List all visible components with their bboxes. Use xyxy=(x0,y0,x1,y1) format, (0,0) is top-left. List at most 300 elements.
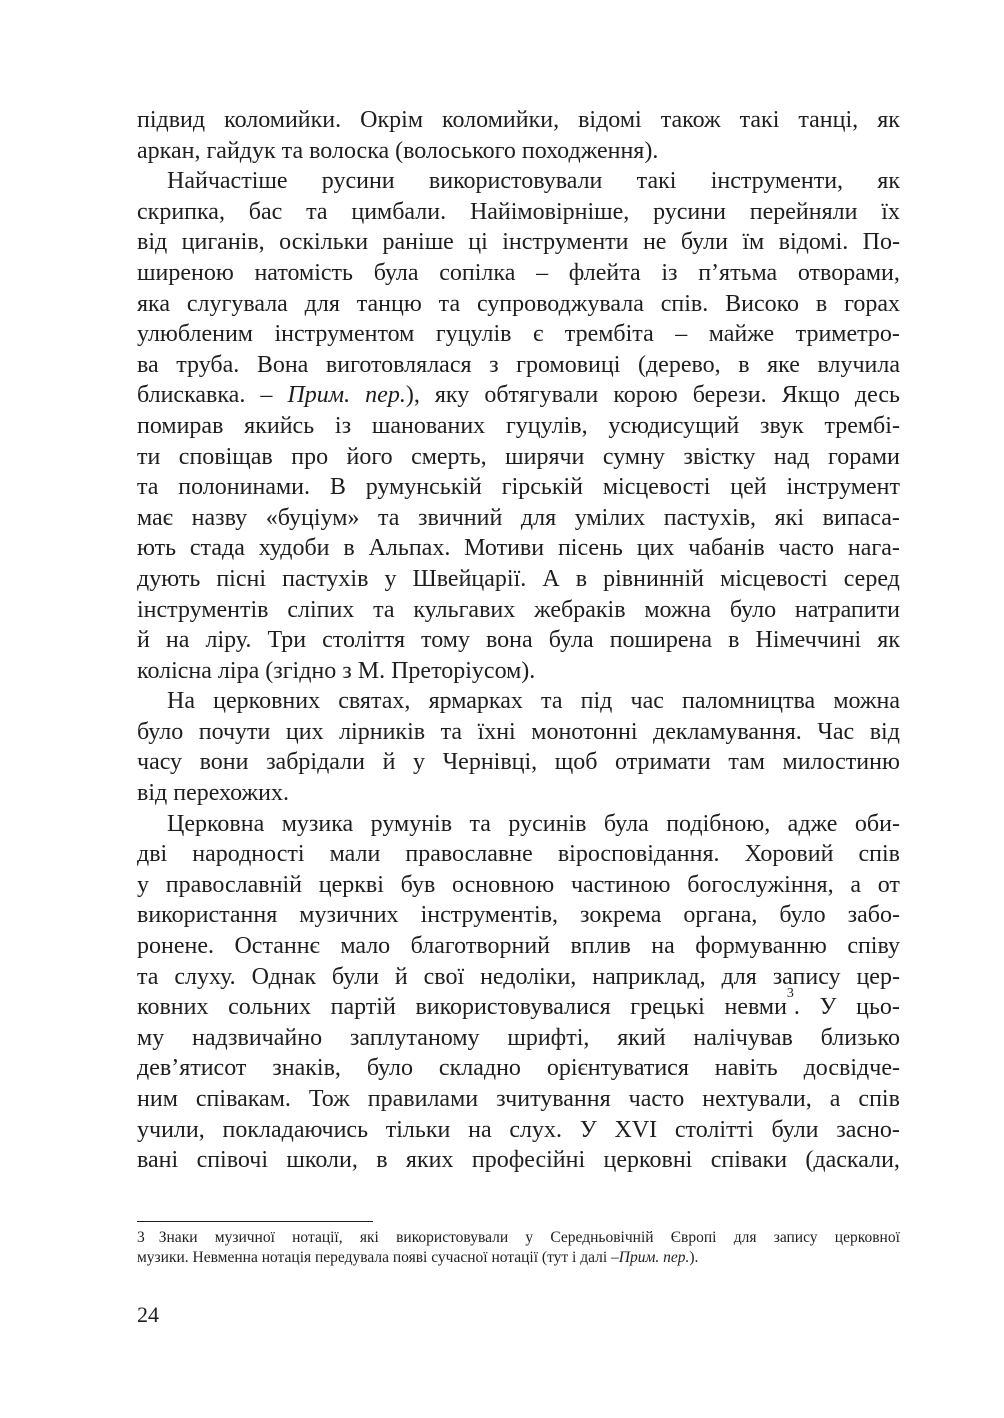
word: основною xyxy=(452,871,555,898)
text-line xyxy=(137,1023,900,1054)
word: випаса- xyxy=(822,504,900,531)
word: над xyxy=(773,443,810,470)
word: для xyxy=(733,1229,757,1246)
word: ширеною xyxy=(137,259,234,286)
word: цей xyxy=(730,474,767,501)
word: часто xyxy=(778,535,835,562)
word: раніше xyxy=(382,229,454,256)
word: як xyxy=(877,107,900,133)
word: цих xyxy=(636,535,675,562)
word: в xyxy=(343,535,355,562)
word: церкві xyxy=(318,871,384,898)
word: от xyxy=(877,871,900,898)
word: виготовлялася xyxy=(325,351,472,378)
word: флейта xyxy=(568,259,641,286)
word: гуцулів, xyxy=(505,412,588,439)
word: спів xyxy=(858,841,900,868)
word: а xyxy=(829,1086,841,1112)
word: та xyxy=(281,137,304,164)
word: жебраків xyxy=(534,596,626,623)
word: музика xyxy=(281,810,354,837)
word: натомість xyxy=(254,259,353,286)
word: був xyxy=(400,871,436,898)
word: невми$^3$. xyxy=(724,986,800,1021)
word: з xyxy=(342,657,352,684)
word: зокрема xyxy=(580,902,662,929)
text-line xyxy=(137,105,900,136)
word: Хоровий xyxy=(744,841,834,868)
word: сліпих xyxy=(287,596,355,623)
text-line xyxy=(137,258,900,289)
text-line xyxy=(137,839,900,870)
word: спів xyxy=(858,1086,900,1112)
word: музичних xyxy=(299,902,399,929)
word: (волоського xyxy=(395,137,516,164)
footnote xyxy=(137,1228,900,1268)
word: музичної xyxy=(214,1229,275,1246)
word: трембі- xyxy=(824,412,900,439)
word: була xyxy=(373,259,419,286)
word: в xyxy=(738,351,750,378)
word: стада xyxy=(189,535,245,562)
word: частиною xyxy=(570,871,671,898)
footnote-line2-pre: музики. Невменна нотація передувала появі сучасної нотації (тут і далі – xyxy=(137,1249,619,1266)
text-line xyxy=(137,1084,900,1115)
word: не xyxy=(642,229,667,256)
word: близько xyxy=(820,1024,900,1051)
word: ширячи xyxy=(505,443,585,470)
word: нотації, xyxy=(292,1229,343,1246)
word: – xyxy=(675,321,688,348)
word: часу xyxy=(137,749,183,776)
word: яких xyxy=(405,1147,454,1174)
word: яку xyxy=(434,382,470,409)
word: дев’ятисот xyxy=(137,1055,247,1082)
word: Якщо xyxy=(781,382,840,409)
word: назву xyxy=(191,504,248,531)
word: та xyxy=(137,474,159,501)
word: час xyxy=(630,688,664,715)
word: гайдук xyxy=(206,137,276,164)
word: як xyxy=(877,168,900,195)
word: ліра xyxy=(217,657,260,684)
word: (згідно xyxy=(265,657,337,684)
word: й xyxy=(137,627,150,654)
word: інструменти, xyxy=(710,168,844,195)
word: Преторіусом). xyxy=(391,657,536,684)
word: ярмарках xyxy=(428,688,523,715)
word: від xyxy=(137,780,168,807)
word: століття xyxy=(322,627,405,654)
word: учили, xyxy=(137,1116,205,1143)
word: має xyxy=(137,504,173,531)
word: ти xyxy=(137,443,161,470)
word: (даскали, xyxy=(805,1147,900,1174)
word: цих xyxy=(285,718,324,745)
word: аркан, xyxy=(137,137,201,164)
text-line xyxy=(137,472,900,503)
word: такі xyxy=(636,168,677,195)
word: чабанів xyxy=(688,535,765,562)
word: ють xyxy=(137,535,177,562)
word: благотворний xyxy=(410,933,550,960)
word: церковні xyxy=(603,1147,693,1174)
text-line xyxy=(137,1053,900,1084)
word: часто xyxy=(628,1086,685,1112)
word: Швейцарії. xyxy=(412,565,527,592)
word: також xyxy=(660,107,721,133)
word: засно- xyxy=(836,1116,900,1143)
word: їхні xyxy=(477,718,516,745)
word: Найчастіше xyxy=(167,168,288,195)
word: яке xyxy=(767,351,800,378)
text-line xyxy=(137,442,900,473)
word: шанованих xyxy=(371,412,486,439)
word: церковних xyxy=(213,688,321,715)
word: ронене. xyxy=(137,933,214,960)
word: для xyxy=(520,504,557,531)
word: Високо xyxy=(725,290,800,317)
word: звичний xyxy=(418,504,503,531)
word: скрипка, xyxy=(137,198,225,225)
word: танці, xyxy=(798,107,859,133)
word: запису xyxy=(772,963,841,990)
word: співаки xyxy=(710,1147,788,1174)
page-number: 24 xyxy=(137,1302,159,1327)
word: серед xyxy=(843,565,900,592)
word: умілих xyxy=(574,504,646,531)
word: ліру. xyxy=(205,627,252,654)
text-line xyxy=(137,962,900,993)
word: волоска xyxy=(309,137,390,164)
word: русинів xyxy=(508,810,587,837)
text-line xyxy=(137,350,900,381)
word: там xyxy=(728,749,765,776)
word: партій xyxy=(330,994,396,1021)
word: було xyxy=(366,1055,414,1082)
word: блискавка. xyxy=(137,382,246,409)
word: співакам. xyxy=(195,1086,291,1112)
word: горами xyxy=(827,443,900,470)
word: На xyxy=(167,688,195,715)
word: отримати xyxy=(615,749,711,776)
word: заплутаному xyxy=(349,1024,480,1051)
body-text xyxy=(137,105,900,1176)
word: шрифті, xyxy=(507,1024,590,1051)
word: коломийки, xyxy=(442,107,560,133)
word: школи, xyxy=(286,1147,358,1174)
word: та xyxy=(373,596,395,623)
word: інструменти xyxy=(502,229,629,256)
word: XVI xyxy=(614,1116,658,1143)
word: сумну xyxy=(602,443,665,470)
word: у xyxy=(525,1229,534,1246)
word: поширена xyxy=(609,627,713,654)
word: декламування. xyxy=(653,718,802,745)
word: та xyxy=(438,290,461,317)
word: який xyxy=(617,1024,666,1051)
word: гуцулів xyxy=(435,321,512,348)
word: усюдисущий xyxy=(608,412,740,439)
word: які xyxy=(359,1229,379,1246)
word: й xyxy=(382,749,396,776)
word: у xyxy=(412,749,425,776)
word: натрапити xyxy=(794,596,900,623)
word: пер.), xyxy=(365,382,420,409)
footnote-number: 3 xyxy=(137,1229,145,1246)
word: перехожих. xyxy=(173,780,289,807)
word: десь xyxy=(854,382,900,409)
word: помирав xyxy=(137,412,224,439)
word: інструментом xyxy=(274,321,415,348)
word: та xyxy=(378,504,400,531)
word: Альпах. xyxy=(368,535,451,562)
word: адже xyxy=(787,810,838,837)
word: були xyxy=(680,229,728,256)
word: У xyxy=(819,994,837,1021)
word: триметро- xyxy=(795,321,900,348)
word: забрідали xyxy=(266,749,365,776)
word: ва xyxy=(137,351,159,378)
word: Найімовірніше, xyxy=(469,198,630,225)
word: спів. xyxy=(660,290,709,317)
word: співу xyxy=(847,933,900,960)
text-line xyxy=(137,656,900,687)
word: Три xyxy=(267,627,307,654)
footnote-reference: 3 xyxy=(786,986,794,1002)
word: лірників xyxy=(339,718,426,745)
word: звук xyxy=(760,412,804,439)
word: звістку xyxy=(683,443,756,470)
word: у xyxy=(137,871,149,898)
word: знаків, xyxy=(272,1055,341,1082)
word: п’ятьма xyxy=(698,259,778,286)
word: зчитування xyxy=(496,1086,611,1112)
word: цьо- xyxy=(856,994,900,1021)
word: Окрім xyxy=(360,107,424,133)
word: ці xyxy=(468,229,488,256)
word: Чернівці, xyxy=(442,749,538,776)
word: в xyxy=(728,627,740,654)
word: Мотиви xyxy=(464,535,545,562)
word: сопілка xyxy=(439,259,516,286)
word: влучила xyxy=(817,351,900,378)
word: використовувалися xyxy=(415,994,611,1021)
word: вані xyxy=(137,1147,179,1174)
word: сольних xyxy=(228,994,312,1021)
word: оскільки xyxy=(279,229,369,256)
text-line xyxy=(137,625,900,656)
text-line xyxy=(137,809,900,840)
footnote-line xyxy=(137,1248,900,1268)
word: використовували xyxy=(428,168,603,195)
word: ним xyxy=(137,1086,178,1112)
word: підвид xyxy=(137,107,206,133)
word: інструментів xyxy=(137,596,269,623)
word: У xyxy=(579,1116,597,1143)
word: віросповідання. xyxy=(557,841,720,868)
text-line xyxy=(137,1145,900,1176)
word: було xyxy=(137,718,184,745)
word: грецькі xyxy=(630,994,705,1021)
word: відомі. xyxy=(778,229,849,256)
text-line xyxy=(137,227,900,258)
word: було xyxy=(779,902,826,929)
text-line xyxy=(137,197,900,228)
text-line xyxy=(137,533,900,564)
word: колісна xyxy=(137,657,212,684)
word: смерть, xyxy=(411,443,487,470)
word: відомі xyxy=(578,107,642,133)
word: худоби xyxy=(258,535,330,562)
word: вплив xyxy=(570,933,631,960)
word: була xyxy=(603,810,649,837)
word: в xyxy=(575,565,588,592)
word: рівнинній xyxy=(603,565,705,592)
text-line xyxy=(137,717,900,748)
word: які xyxy=(774,504,805,531)
word: цимбали. xyxy=(351,198,447,225)
word: у xyxy=(384,565,397,592)
word: запису xyxy=(773,1229,818,1246)
word: тільки xyxy=(385,1116,451,1143)
word: було xyxy=(729,596,777,623)
text-line xyxy=(137,1115,900,1146)
word: Однак xyxy=(251,963,316,990)
word: якийсь xyxy=(244,412,315,439)
word: пісні xyxy=(216,565,267,592)
word: Німеччині xyxy=(755,627,862,654)
text-line xyxy=(137,595,900,626)
word: бас xyxy=(248,198,283,225)
word: слух. xyxy=(509,1116,562,1143)
word: були xyxy=(331,963,379,990)
word: забо- xyxy=(847,902,900,929)
word: їх xyxy=(881,198,900,225)
word: пісень xyxy=(557,535,623,562)
word: в xyxy=(376,1147,388,1174)
text-line xyxy=(137,411,900,442)
word: із xyxy=(334,412,352,439)
word: орієнтуватися xyxy=(546,1055,689,1082)
text-line xyxy=(137,747,900,778)
word: вони xyxy=(199,749,249,776)
word: та xyxy=(440,718,463,745)
word: – xyxy=(260,382,273,409)
word: пастухів xyxy=(282,565,369,592)
text-line xyxy=(137,319,900,350)
word: труба. xyxy=(176,351,240,378)
word: обтягували xyxy=(484,382,599,409)
word: використовували xyxy=(396,1229,509,1246)
word: місцевості xyxy=(602,474,711,501)
word: а xyxy=(850,871,861,898)
word: паломництва xyxy=(682,688,816,715)
word: була xyxy=(548,627,594,654)
text-line xyxy=(137,686,900,717)
word: церковної xyxy=(834,1229,900,1246)
footnote-line xyxy=(137,1228,900,1248)
word: та xyxy=(137,963,159,990)
word: тому xyxy=(421,627,470,654)
word: подібною, xyxy=(666,810,771,837)
word: від xyxy=(137,229,168,256)
word: наприклад, xyxy=(592,963,706,990)
footnote-line2-post: ). xyxy=(689,1249,699,1266)
word: горах xyxy=(844,290,900,317)
word: місцевості xyxy=(720,565,828,592)
word: По- xyxy=(862,229,900,256)
word: дують xyxy=(137,565,201,592)
word: «буціум» xyxy=(265,504,360,531)
word: почути xyxy=(198,718,271,745)
word: слугувала xyxy=(186,290,288,317)
word: для xyxy=(721,963,757,990)
text-line xyxy=(137,986,900,1023)
word: на xyxy=(165,627,190,654)
word: походження). xyxy=(521,137,659,164)
word: отворами, xyxy=(797,259,900,286)
word: православній xyxy=(165,871,302,898)
word: танцю xyxy=(356,290,422,317)
italic-word: пер. xyxy=(365,382,406,409)
word: цер- xyxy=(856,963,900,990)
word: є xyxy=(532,321,544,348)
word: використання xyxy=(137,902,278,929)
word: полонинами. xyxy=(178,474,310,501)
word: формуванню xyxy=(695,933,827,960)
text-line xyxy=(137,166,900,197)
word: надзвичайно xyxy=(192,1024,323,1051)
word: досвідче- xyxy=(803,1055,900,1082)
word: В xyxy=(329,474,346,501)
word: корою xyxy=(613,382,678,409)
word: русини xyxy=(653,198,726,225)
word: складно xyxy=(438,1055,521,1082)
word: Вона xyxy=(256,351,309,378)
word: православне xyxy=(405,841,533,868)
word: русини xyxy=(321,168,395,195)
word: монотонні xyxy=(531,718,638,745)
word: налічував xyxy=(693,1024,793,1051)
word: румунів xyxy=(370,810,453,837)
word: мали xyxy=(329,841,381,868)
text-line xyxy=(137,900,900,931)
word: оби- xyxy=(854,810,900,837)
italic-word: Прим. xyxy=(287,382,351,409)
word: на xyxy=(651,933,675,960)
text-line xyxy=(137,870,900,901)
word: із xyxy=(661,259,678,286)
word: милостиню xyxy=(782,749,900,776)
text-line xyxy=(137,503,900,534)
word: Церковна xyxy=(167,810,265,837)
word: їм xyxy=(742,229,765,256)
word: Знаки xyxy=(158,1229,198,1246)
text-line xyxy=(137,564,900,595)
word: гірській xyxy=(501,474,583,501)
word: для xyxy=(304,290,340,317)
word: можна xyxy=(833,688,900,715)
word: столітті xyxy=(674,1116,754,1143)
word: інструмент xyxy=(786,474,900,501)
word: берези. xyxy=(692,382,767,409)
word: на xyxy=(468,1116,492,1143)
word: можна xyxy=(644,596,712,623)
word: румунській xyxy=(365,474,482,501)
word: майже xyxy=(708,321,775,348)
word: мало xyxy=(340,933,391,960)
